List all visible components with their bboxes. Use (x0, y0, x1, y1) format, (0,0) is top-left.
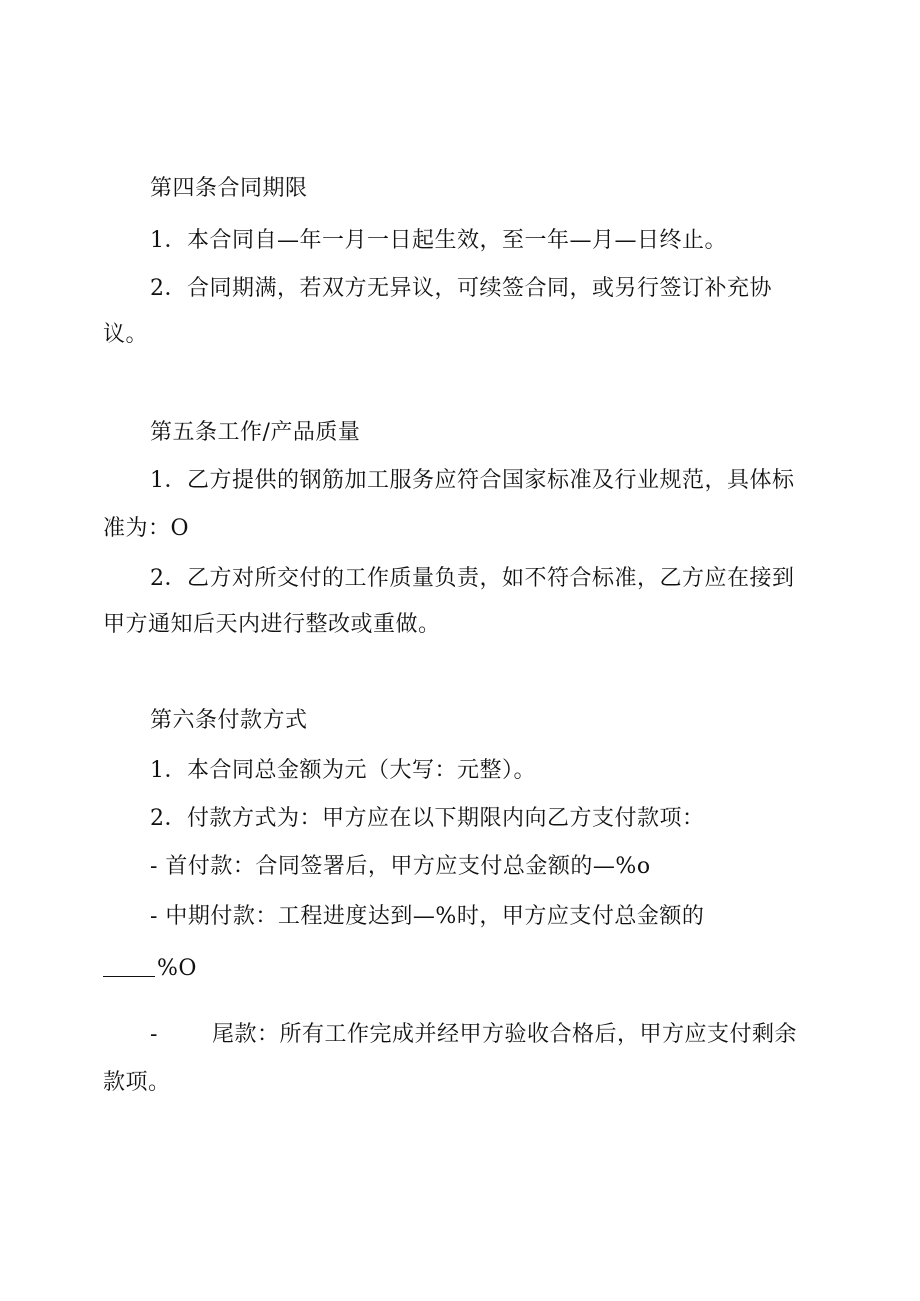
final-payment-line-1: 尾款：所有工作完成并经甲方验收合格后，甲方应支付剩余 (212, 1022, 798, 1047)
article-4-item-2-line-1: 2．合同期满，若双方无异议，可续签合同，或另行签订补充协 (150, 276, 772, 301)
first-payment-line: - 首付款：合同签署后，甲方应支付总金额的—%o (150, 854, 651, 879)
final-payment-line-2: 款项。 (103, 1070, 171, 1095)
mid-payment-tail: %O (157, 956, 197, 981)
article-6-item-1: 1．本合同总金额为元（大写：元整）。 (150, 758, 536, 783)
mid-payment-tail-line (103, 954, 197, 984)
article-4-item-2-line-2: 议。 (103, 322, 149, 347)
article-5-item-1-line-1: 1．乙方提供的钢筋加工服务应符合国家标准及行业规范，具体标 (150, 468, 795, 493)
article-6-item-2: 2．付款方式为：甲方应在以下期限内向乙方支付款项： (150, 806, 705, 831)
mid-payment-line: - 中期付款：工程进度达到—%时，甲方应支付总金额的 (150, 904, 705, 929)
blank-underline (103, 956, 155, 977)
article-5-item-2-line-2: 甲方通知后天内进行整改或重做。 (103, 612, 441, 637)
article-4-item-1: 1．本合同自—年一月一日起生效，至一年—月—日终止。 (150, 228, 727, 253)
final-payment-dash: - (150, 1022, 158, 1047)
article-6-heading: 第六条付款方式 (150, 708, 308, 733)
article-4-heading: 第四条合同期限 (150, 176, 308, 201)
article-5-heading: 第五条工作/产品质量 (150, 420, 361, 445)
article-5-item-2-line-1: 2．乙方对所交付的工作质量负责，如不符合标准，乙方应在接到 (150, 566, 795, 591)
article-5-item-1-line-2: 准为：O (103, 516, 190, 541)
